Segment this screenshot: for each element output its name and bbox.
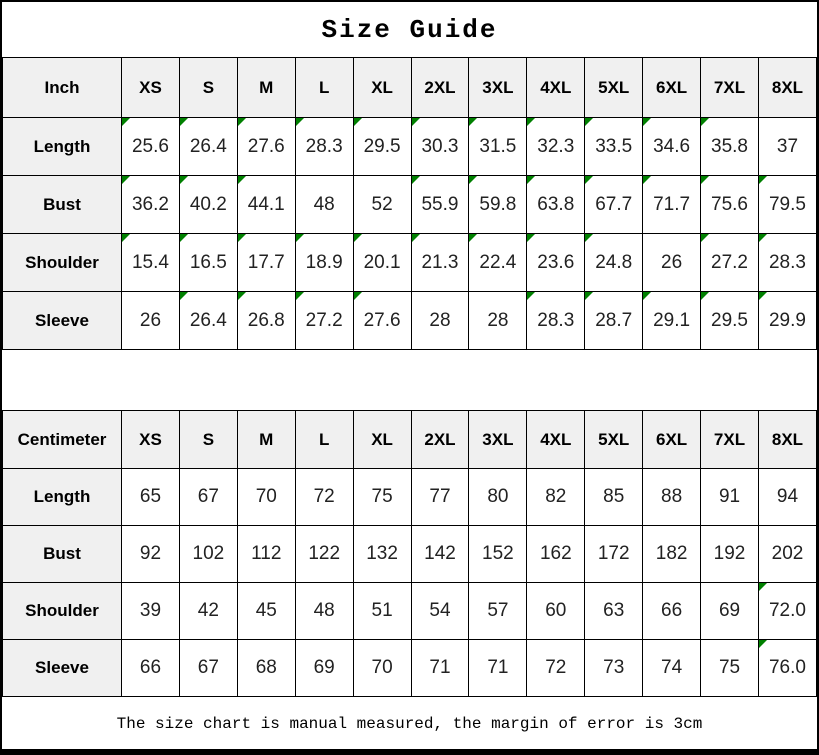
value-cell: 27.6	[353, 292, 411, 350]
text-number-flag-icon	[469, 176, 477, 184]
value-cell: 67	[179, 469, 237, 526]
value-cell: 70	[237, 469, 295, 526]
value-cell: 132	[353, 526, 411, 583]
text-number-flag-icon	[296, 234, 304, 242]
value-cell: 21.3	[411, 234, 469, 292]
header-row	[3, 411, 817, 469]
text-number-flag-icon	[527, 292, 535, 300]
value-cell: 30.3	[411, 118, 469, 176]
centimeter-table	[2, 410, 817, 697]
value-cell: 29.5	[353, 118, 411, 176]
value-cell: 48	[295, 583, 353, 640]
text-number-flag-icon	[701, 118, 709, 126]
size-header-cell: 7XL	[701, 58, 759, 118]
size-header-cell: 8XL	[758, 411, 816, 469]
text-number-flag-icon	[469, 118, 477, 126]
text-number-flag-icon	[122, 234, 130, 242]
text-number-flag-icon	[759, 583, 767, 591]
text-number-flag-icon	[527, 118, 535, 126]
text-number-flag-icon	[412, 234, 420, 242]
value-cell: 28.7	[585, 292, 643, 350]
table-row	[3, 292, 817, 350]
size-header-cell: XS	[122, 411, 180, 469]
row-label-cell: Length	[3, 118, 122, 176]
value-cell: 66	[643, 583, 701, 640]
value-cell: 28	[411, 292, 469, 350]
value-cell: 36.2	[122, 176, 180, 234]
value-cell: 63	[585, 583, 643, 640]
value-cell: 39	[122, 583, 180, 640]
text-number-flag-icon	[701, 176, 709, 184]
size-header-cell: S	[179, 411, 237, 469]
value-cell: 71.7	[643, 176, 701, 234]
value-cell: 69	[295, 640, 353, 697]
value-cell: 25.6	[122, 118, 180, 176]
size-header-cell: L	[295, 411, 353, 469]
size-header-cell: 3XL	[469, 58, 527, 118]
unit-header-cell: Centimeter	[3, 411, 122, 469]
row-label-cell: Bust	[3, 176, 122, 234]
size-header-cell: XL	[353, 411, 411, 469]
text-number-flag-icon	[296, 292, 304, 300]
text-number-flag-icon	[180, 176, 188, 184]
value-cell: 67.7	[585, 176, 643, 234]
value-cell: 22.4	[469, 234, 527, 292]
size-header-cell: 6XL	[643, 411, 701, 469]
value-cell: 71	[469, 640, 527, 697]
size-header-cell: 8XL	[758, 58, 816, 118]
text-number-flag-icon	[527, 176, 535, 184]
value-cell: 42	[179, 583, 237, 640]
value-cell: 40.2	[179, 176, 237, 234]
value-cell: 192	[701, 526, 759, 583]
text-number-flag-icon	[643, 118, 651, 126]
measurement-disclaimer: The size chart is manual measured, the margin of error is 3cm	[116, 715, 703, 733]
text-number-flag-icon	[701, 234, 709, 242]
value-cell: 51	[353, 583, 411, 640]
row-label-cell: Bust	[3, 526, 122, 583]
text-number-flag-icon	[585, 292, 593, 300]
value-cell: 66	[122, 640, 180, 697]
size-header-cell: 4XL	[527, 58, 585, 118]
text-number-flag-icon	[585, 176, 593, 184]
value-cell: 79.5	[758, 176, 816, 234]
value-cell: 82	[527, 469, 585, 526]
value-cell: 17.7	[237, 234, 295, 292]
value-cell: 182	[643, 526, 701, 583]
value-cell: 32.3	[527, 118, 585, 176]
value-cell: 24.8	[585, 234, 643, 292]
value-cell: 28.3	[295, 118, 353, 176]
table-row	[3, 640, 817, 697]
text-number-flag-icon	[759, 292, 767, 300]
value-cell: 94	[758, 469, 816, 526]
value-cell: 26	[122, 292, 180, 350]
value-cell: 70	[353, 640, 411, 697]
value-cell: 85	[585, 469, 643, 526]
value-cell: 102	[179, 526, 237, 583]
value-cell: 54	[411, 583, 469, 640]
size-header-cell: 5XL	[585, 58, 643, 118]
value-cell: 27.2	[295, 292, 353, 350]
size-header-cell: 6XL	[643, 58, 701, 118]
text-number-flag-icon	[180, 234, 188, 242]
value-cell: 26.4	[179, 118, 237, 176]
value-cell: 28	[469, 292, 527, 350]
value-cell: 77	[411, 469, 469, 526]
value-cell: 142	[411, 526, 469, 583]
value-cell: 48	[295, 176, 353, 234]
value-cell: 28.3	[527, 292, 585, 350]
value-cell: 29.1	[643, 292, 701, 350]
text-number-flag-icon	[238, 118, 246, 126]
text-number-flag-icon	[354, 118, 362, 126]
value-cell: 91	[701, 469, 759, 526]
value-cell: 80	[469, 469, 527, 526]
text-number-flag-icon	[701, 292, 709, 300]
size-header-cell: S	[179, 58, 237, 118]
value-cell: 71	[411, 640, 469, 697]
unit-header-cell: Inch	[3, 58, 122, 118]
value-cell: 68	[237, 640, 295, 697]
row-label-cell: Sleeve	[3, 640, 122, 697]
value-cell: 44.1	[237, 176, 295, 234]
size-header-cell: XS	[122, 58, 180, 118]
value-cell: 172	[585, 526, 643, 583]
table-row	[3, 469, 817, 526]
text-number-flag-icon	[759, 640, 767, 648]
text-number-flag-icon	[585, 118, 593, 126]
text-number-flag-icon	[412, 176, 420, 184]
centimeter-size-table	[2, 410, 817, 697]
value-cell: 122	[295, 526, 353, 583]
inch-size-table	[2, 57, 817, 350]
value-cell: 162	[527, 526, 585, 583]
text-number-flag-icon	[469, 234, 477, 242]
text-number-flag-icon	[238, 234, 246, 242]
value-cell: 35.8	[701, 118, 759, 176]
table-row	[3, 176, 817, 234]
text-number-flag-icon	[759, 234, 767, 242]
size-header-cell: 5XL	[585, 411, 643, 469]
header-row	[3, 58, 817, 118]
table-row	[3, 526, 817, 583]
value-cell: 88	[643, 469, 701, 526]
value-cell: 202	[758, 526, 816, 583]
value-cell: 76.0	[758, 640, 816, 697]
row-label-cell: Shoulder	[3, 234, 122, 292]
text-number-flag-icon	[643, 292, 651, 300]
text-number-flag-icon	[238, 176, 246, 184]
value-cell: 20.1	[353, 234, 411, 292]
value-cell: 69	[701, 583, 759, 640]
size-header-cell: L	[295, 58, 353, 118]
value-cell: 45	[237, 583, 295, 640]
size-header-cell: 2XL	[411, 411, 469, 469]
text-number-flag-icon	[759, 176, 767, 184]
text-number-flag-icon	[354, 234, 362, 242]
value-cell: 55.9	[411, 176, 469, 234]
size-header-cell: M	[237, 58, 295, 118]
text-number-flag-icon	[527, 234, 535, 242]
table-gap-spacer	[2, 350, 817, 410]
value-cell: 72	[527, 640, 585, 697]
size-header-cell: 4XL	[527, 411, 585, 469]
size-header-cell: 7XL	[701, 411, 759, 469]
value-cell: 34.6	[643, 118, 701, 176]
text-number-flag-icon	[180, 292, 188, 300]
value-cell: 26.8	[237, 292, 295, 350]
value-cell: 26	[643, 234, 701, 292]
value-cell: 15.4	[122, 234, 180, 292]
value-cell: 75	[353, 469, 411, 526]
size-header-cell: 2XL	[411, 58, 469, 118]
value-cell: 112	[237, 526, 295, 583]
value-cell: 72	[295, 469, 353, 526]
value-cell: 26.4	[179, 292, 237, 350]
value-cell: 63.8	[527, 176, 585, 234]
text-number-flag-icon	[354, 292, 362, 300]
value-cell: 73	[585, 640, 643, 697]
value-cell: 60	[527, 583, 585, 640]
value-cell: 65	[122, 469, 180, 526]
text-number-flag-icon	[122, 118, 130, 126]
value-cell: 18.9	[295, 234, 353, 292]
value-cell: 27.6	[237, 118, 295, 176]
text-number-flag-icon	[643, 176, 651, 184]
value-cell: 67	[179, 640, 237, 697]
value-cell: 57	[469, 583, 527, 640]
value-cell: 75	[701, 640, 759, 697]
value-cell: 27.2	[701, 234, 759, 292]
text-number-flag-icon	[238, 292, 246, 300]
inch-table	[2, 57, 817, 350]
value-cell: 29.5	[701, 292, 759, 350]
text-number-flag-icon	[122, 176, 130, 184]
table-row	[3, 118, 817, 176]
value-cell: 28.3	[758, 234, 816, 292]
value-cell: 29.9	[758, 292, 816, 350]
value-cell: 74	[643, 640, 701, 697]
value-cell: 152	[469, 526, 527, 583]
value-cell: 33.5	[585, 118, 643, 176]
value-cell: 59.8	[469, 176, 527, 234]
row-label-cell: Length	[3, 469, 122, 526]
page-title: Size Guide	[321, 14, 498, 45]
size-header-cell: 3XL	[469, 411, 527, 469]
text-number-flag-icon	[412, 118, 420, 126]
value-cell: 92	[122, 526, 180, 583]
value-cell: 23.6	[527, 234, 585, 292]
value-cell: 31.5	[469, 118, 527, 176]
text-number-flag-icon	[180, 118, 188, 126]
value-cell: 16.5	[179, 234, 237, 292]
value-cell: 52	[353, 176, 411, 234]
value-cell: 75.6	[701, 176, 759, 234]
size-header-cell: XL	[353, 58, 411, 118]
row-label-cell: Shoulder	[3, 583, 122, 640]
value-cell: 37	[758, 118, 816, 176]
text-number-flag-icon	[296, 118, 304, 126]
text-number-flag-icon	[585, 234, 593, 242]
size-header-cell: M	[237, 411, 295, 469]
row-label-cell: Sleeve	[3, 292, 122, 350]
value-cell: 72.0	[758, 583, 816, 640]
table-row	[3, 583, 817, 640]
table-row	[3, 234, 817, 292]
